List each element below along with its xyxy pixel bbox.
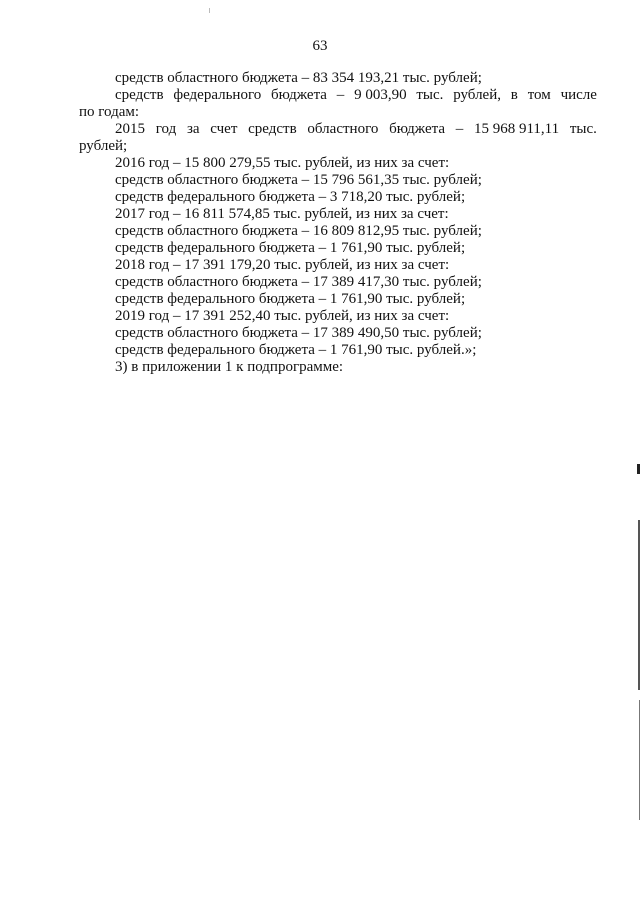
word: тыс. xyxy=(416,87,444,103)
text-line-justified xyxy=(79,121,597,138)
text-line: средств федерального бюджета – 1 761,90 тыс. рублей; xyxy=(115,291,466,307)
text-line: средств областного бюджета – 17 389 490,50 тыс. рублей; xyxy=(115,325,482,341)
word: 2015 xyxy=(115,121,145,137)
text-line: 2016 год – 15 800 279,55 тыс. рублей, из них за счет: xyxy=(115,155,450,171)
text-line: средств областного бюджета – 83 354 193,21 тыс. рублей; xyxy=(115,70,482,86)
word: бюджета xyxy=(271,87,327,103)
word: – xyxy=(336,87,345,103)
word: 9 003,90 xyxy=(354,87,407,103)
word: за xyxy=(186,121,200,137)
scan-speck xyxy=(209,8,210,13)
text-line: средств областного бюджета – 16 809 812,95 тыс. рублей; xyxy=(115,223,482,239)
text-line: по годам: xyxy=(79,104,140,120)
word: том xyxy=(527,87,551,103)
word: тыс. xyxy=(569,121,597,137)
word: федерального xyxy=(173,87,262,103)
text-line: рублей; xyxy=(79,138,128,154)
text-line: 2019 год – 17 391 252,40 тыс. рублей, из них за счет: xyxy=(115,308,450,324)
document-body xyxy=(79,70,597,376)
text-line: средств областного бюджета – 15 796 561,35 тыс. рублей; xyxy=(115,172,482,188)
word: средств xyxy=(248,121,297,137)
word: бюджета xyxy=(389,121,446,137)
text-line: 2018 год – 17 391 179,20 тыс. рублей, из них за счет: xyxy=(115,257,450,273)
word: средств xyxy=(115,87,164,103)
word: числе xyxy=(560,87,597,103)
text-line: средств федерального бюджета – 1 761,90 тыс. рублей.»; xyxy=(115,342,477,358)
text-line-justified xyxy=(79,87,597,104)
text-line: средств областного бюджета – 17 389 417,30 тыс. рублей; xyxy=(115,274,482,290)
text-line: 3) в приложении 1 к подпрограмме: xyxy=(115,359,344,375)
text-line: средств федерального бюджета – 1 761,90 тыс. рублей; xyxy=(115,240,466,256)
word: областного xyxy=(307,121,379,137)
word: год xyxy=(155,121,177,137)
word: счет xyxy=(210,121,238,137)
page-number: 63 xyxy=(312,38,328,54)
word: рублей, xyxy=(453,87,501,103)
word: 15 968 911,11 xyxy=(473,121,560,137)
text-line: средств федерального бюджета – 3 718,20 тыс. рублей; xyxy=(115,189,466,205)
text-line: 2017 год – 16 811 574,85 тыс. рублей, из них за счет: xyxy=(115,206,449,222)
word: – xyxy=(455,121,464,137)
word: в xyxy=(510,87,518,103)
